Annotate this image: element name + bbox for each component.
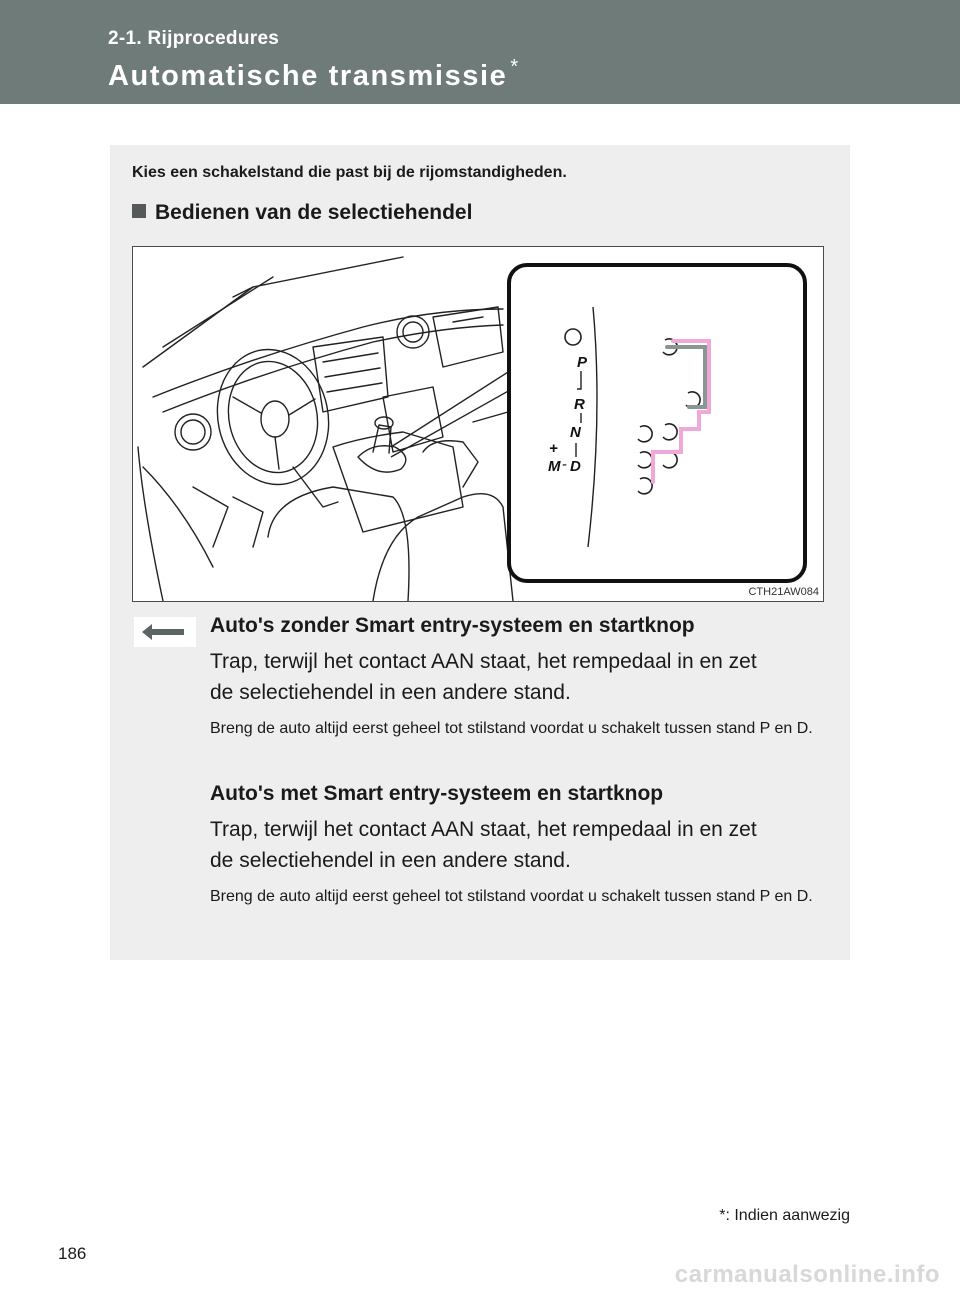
gate-letter-n: N [570, 424, 581, 441]
square-bullet-icon [132, 204, 146, 218]
section-title: Auto's zonder Smart entry-systeem en startknop [210, 614, 695, 637]
section-with-smart-entry [210, 782, 820, 908]
section-body-line: Trap, terwijl het contact AAN staat, het rempedaal in en zet [210, 650, 757, 673]
page-title-text: Automatische transmissie [108, 60, 508, 92]
section-without-smart-entry [210, 614, 820, 740]
section-body [210, 814, 820, 876]
footnote-mark: * [719, 1207, 726, 1224]
section-label: 2-1. Rijprocedures [108, 28, 280, 49]
figure-code: CTH21AW084 [748, 586, 819, 598]
subheading [132, 201, 472, 225]
title-asterisk: * [510, 56, 520, 78]
gate-letter-d: D [570, 458, 581, 475]
section-body-line: de selectiehendel in een andere stand. [210, 681, 571, 704]
page-number: 186 [58, 1244, 87, 1263]
gate-letter-r: R [574, 396, 585, 413]
gate-minus: - [562, 456, 567, 473]
back-arrow-icon [134, 617, 196, 647]
header-bar [0, 0, 960, 104]
section-note: Breng de auto altijd eerst geheel tot stilstand voordat u schakelt tussen stand P en D. [210, 720, 813, 737]
footnote [719, 1207, 850, 1225]
watermark: carmanualsonline.info [674, 1261, 940, 1288]
section-note: Breng de auto altijd eerst geheel tot stilstand voordat u schakelt tussen stand P en D. [210, 888, 813, 905]
footnote-text: : Indien aanwezig [725, 1207, 850, 1224]
section-body-line: Trap, terwijl het contact AAN staat, het rempedaal in en zet [210, 818, 757, 841]
gate-letter-m: M [548, 458, 561, 475]
shift-lever-illustration [132, 246, 824, 602]
section-body-line: de selectiehendel in een andere stand. [210, 849, 571, 872]
page-title [108, 56, 520, 93]
gate-plus: + [549, 440, 558, 457]
section-body [210, 646, 820, 708]
car-interior-drawing [133, 247, 823, 601]
gate-letter-p: P [577, 354, 588, 371]
intro-text: Kies een schakelstand die past bij de rijomstandigheden. [132, 164, 567, 181]
subheading-text: Bedienen van de selectiehendel [155, 201, 473, 224]
section-title: Auto's met Smart entry-systeem en startknop [210, 782, 664, 805]
